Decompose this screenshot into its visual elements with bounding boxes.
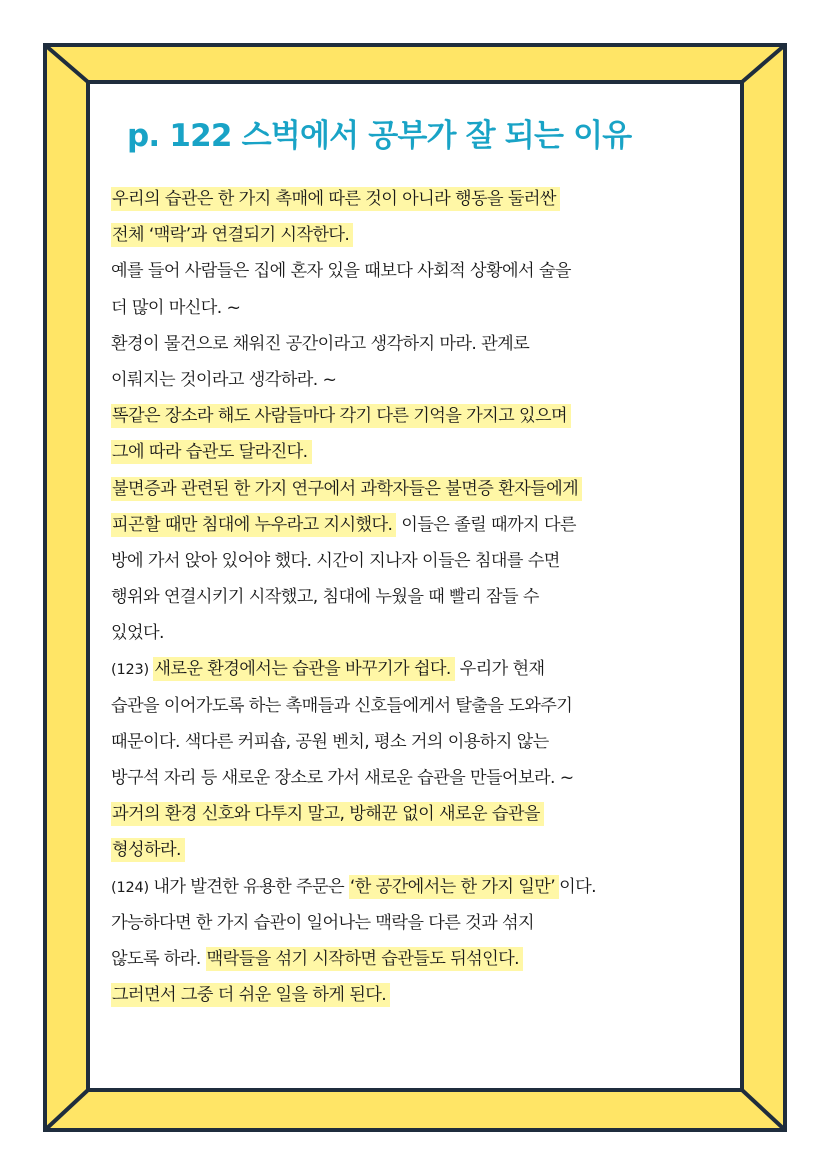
highlighted-text: 맥락들을 섞기 시작하면 습관들도 뒤섞인다. xyxy=(206,947,523,971)
text-line xyxy=(111,398,742,434)
highlighted-text: 똑같은 장소라 해도 사람들마다 각기 다른 기억을 가지고 있으며 xyxy=(111,404,571,428)
body-text: 이다. xyxy=(559,876,596,897)
highlighted-text: 전체 ‘맥락’과 연결되기 시작한다. xyxy=(111,223,353,247)
page-title: p. 122 스벅에서 공부가 잘 되는 이유 xyxy=(127,118,632,154)
highlighted-text: 형성하라. xyxy=(111,838,185,862)
text-line xyxy=(111,832,742,868)
page-number-text: (124) xyxy=(111,879,154,896)
text-line xyxy=(111,688,742,724)
text-line xyxy=(111,543,742,579)
text-line xyxy=(111,253,742,289)
highlighted-text: 과거의 환경 신호와 다투지 말고, 방해꾼 없이 새로운 습관을 xyxy=(111,802,544,826)
text-line xyxy=(111,181,742,217)
body-text: 방에 가서 앉아 있어야 했다. 시간이 지나자 이들은 침대를 수면 xyxy=(111,550,560,571)
body-text: 습관을 이어가도록 하는 촉매들과 신호들에게서 탈출을 도와주기 xyxy=(111,695,573,716)
text-line xyxy=(111,326,742,362)
body-text: 내가 발견한 유용한 주문은 xyxy=(153,876,349,897)
body-text: 더 많이 마신다. ~ xyxy=(111,297,241,318)
body-text: 이뤄지는 것이라고 생각하라. ~ xyxy=(111,369,337,390)
text-line xyxy=(111,905,742,941)
text-line xyxy=(111,434,742,470)
body-text: 환경이 물건으로 채워진 공간이라고 생각하지 마라. 관계로 xyxy=(111,333,530,354)
body-text: 있었다. xyxy=(111,623,164,644)
body-text: 행위와 연결시키기 시작했고, 침대에 누웠을 때 빨리 잠들 수 xyxy=(111,587,539,608)
text-line xyxy=(111,941,742,977)
text-line xyxy=(111,651,742,687)
text-line xyxy=(111,760,742,796)
text-line xyxy=(111,362,742,398)
body-text: 예를 들어 사람들은 집에 혼자 있을 때보다 사회적 상황에서 술을 xyxy=(111,261,571,282)
text-line xyxy=(111,724,742,760)
body-text: 가능하다면 한 가지 습관이 일어나는 맥락을 다른 것과 섞지 xyxy=(111,912,534,933)
text-line xyxy=(111,977,742,1013)
highlighted-text: 불면증과 관련된 한 가지 연구에서 과학자들은 불면증 환자들에게 xyxy=(111,477,582,501)
highlighted-text: 우리의 습관은 한 가지 촉매에 따른 것이 아니라 행동을 둘러싼 xyxy=(111,187,560,211)
text-line xyxy=(111,615,742,651)
text-line xyxy=(111,796,742,832)
text-line xyxy=(111,507,742,543)
highlighted-text: ‘한 공간에서는 한 가지 일만’ xyxy=(349,875,559,899)
body-text: 않도록 하라. xyxy=(111,948,206,969)
body-text: 방구석 자리 등 새로운 장소로 가서 새로운 습관을 만들어보라. ~ xyxy=(111,768,574,788)
page-number-text: (123) xyxy=(111,662,154,679)
text-line xyxy=(111,290,742,326)
text-line xyxy=(111,579,742,615)
highlighted-text: 그에 따라 습관도 달라진다. xyxy=(111,440,312,464)
body-text: 우리가 현재 xyxy=(454,659,545,680)
highlighted-text: 그러면서 그중 더 쉬운 일을 하게 된다. xyxy=(111,983,390,1007)
text-line xyxy=(111,869,742,905)
highlighted-text: 새로운 환경에서는 습관을 바꾸기가 쉽다. xyxy=(153,657,454,681)
note-content xyxy=(88,82,742,1090)
note-body xyxy=(111,181,742,1013)
text-line xyxy=(111,471,742,507)
highlighted-text: 피곤할 때만 침대에 누우라고 지시했다. xyxy=(111,513,396,537)
body-text: 이들은 졸릴 때까지 다른 xyxy=(396,514,576,535)
body-text: 때문이다. 색다른 커피숍, 공원 벤치, 평소 거의 이용하지 않는 xyxy=(111,731,549,752)
text-line xyxy=(111,217,742,253)
